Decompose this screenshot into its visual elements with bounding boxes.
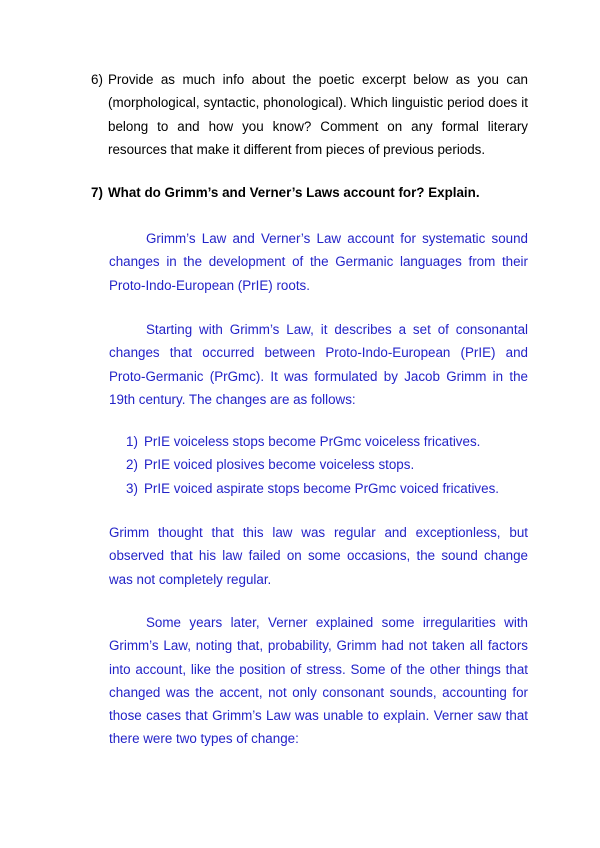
answer-paragraph-3 xyxy=(109,521,528,591)
answer-paragraph-1-text: Grimm’s Law and Verner’s Law account for systematic sound changes in the development of the Germanic languages from their Proto-Indo-European (PrIE) roots. xyxy=(109,231,528,293)
answer-paragraph-2 xyxy=(109,318,528,411)
answer-paragraph-3-text: Grimm thought that this law was regular and exceptionless, but observed that his law failed on some occasions, the sound change was not completely regular. xyxy=(109,525,528,587)
question-7 xyxy=(91,181,528,204)
question-7-text: What do Grimm’s and Verner’s Laws account for? Explain. xyxy=(108,185,480,200)
list-item-text: PrIE voiced aspirate stops become PrGmc voiced fricatives. xyxy=(144,480,499,496)
list-item xyxy=(126,477,528,500)
list-item-number: 1) xyxy=(126,434,138,449)
answer-paragraph-1 xyxy=(109,227,528,297)
question-6 xyxy=(91,68,528,161)
question-6-number: 6) xyxy=(91,72,103,87)
list-item-number: 3) xyxy=(126,480,138,496)
list-item xyxy=(126,430,528,453)
answer-paragraph-4-text: Some years later, Verner explained some irregularities with Grimm’s Law, noting that, probability, Grimm had not taken all factors into account, like the position of stress. Some of the other things that changed was the accent, not only consonant sounds, accounting for those cases that Grimm’s Law was unable to explain. Verner saw that there were two types of change: xyxy=(109,615,528,747)
question-7-number: 7) xyxy=(91,185,103,200)
answer-paragraph-2-text: Starting with Grimm’s Law, it describes a set of consonantal changes that occurred between Proto-Indo-European (PrIE) and Proto-Germanic (PrGmc). It was formulated by Jacob Grimm in the 19th century. The changes are as follows: xyxy=(109,322,528,407)
list-item-text: PrIE voiceless stops become PrGmc voiceless fricatives. xyxy=(144,434,481,449)
question-6-text: Provide as much info about the poetic excerpt below as you can (morphological, syntactic, phonological). Which linguistic period does it belong to and how you know? Comment on any formal literary resources that make it different from pieces of previous periods. xyxy=(108,72,528,157)
grimm-changes-list xyxy=(126,430,528,500)
answer-paragraph-4 xyxy=(109,611,528,751)
list-item xyxy=(126,453,528,476)
list-item-text: PrIE voiced plosives become voiceless stops. xyxy=(144,457,415,473)
list-item-number: 2) xyxy=(126,457,138,473)
